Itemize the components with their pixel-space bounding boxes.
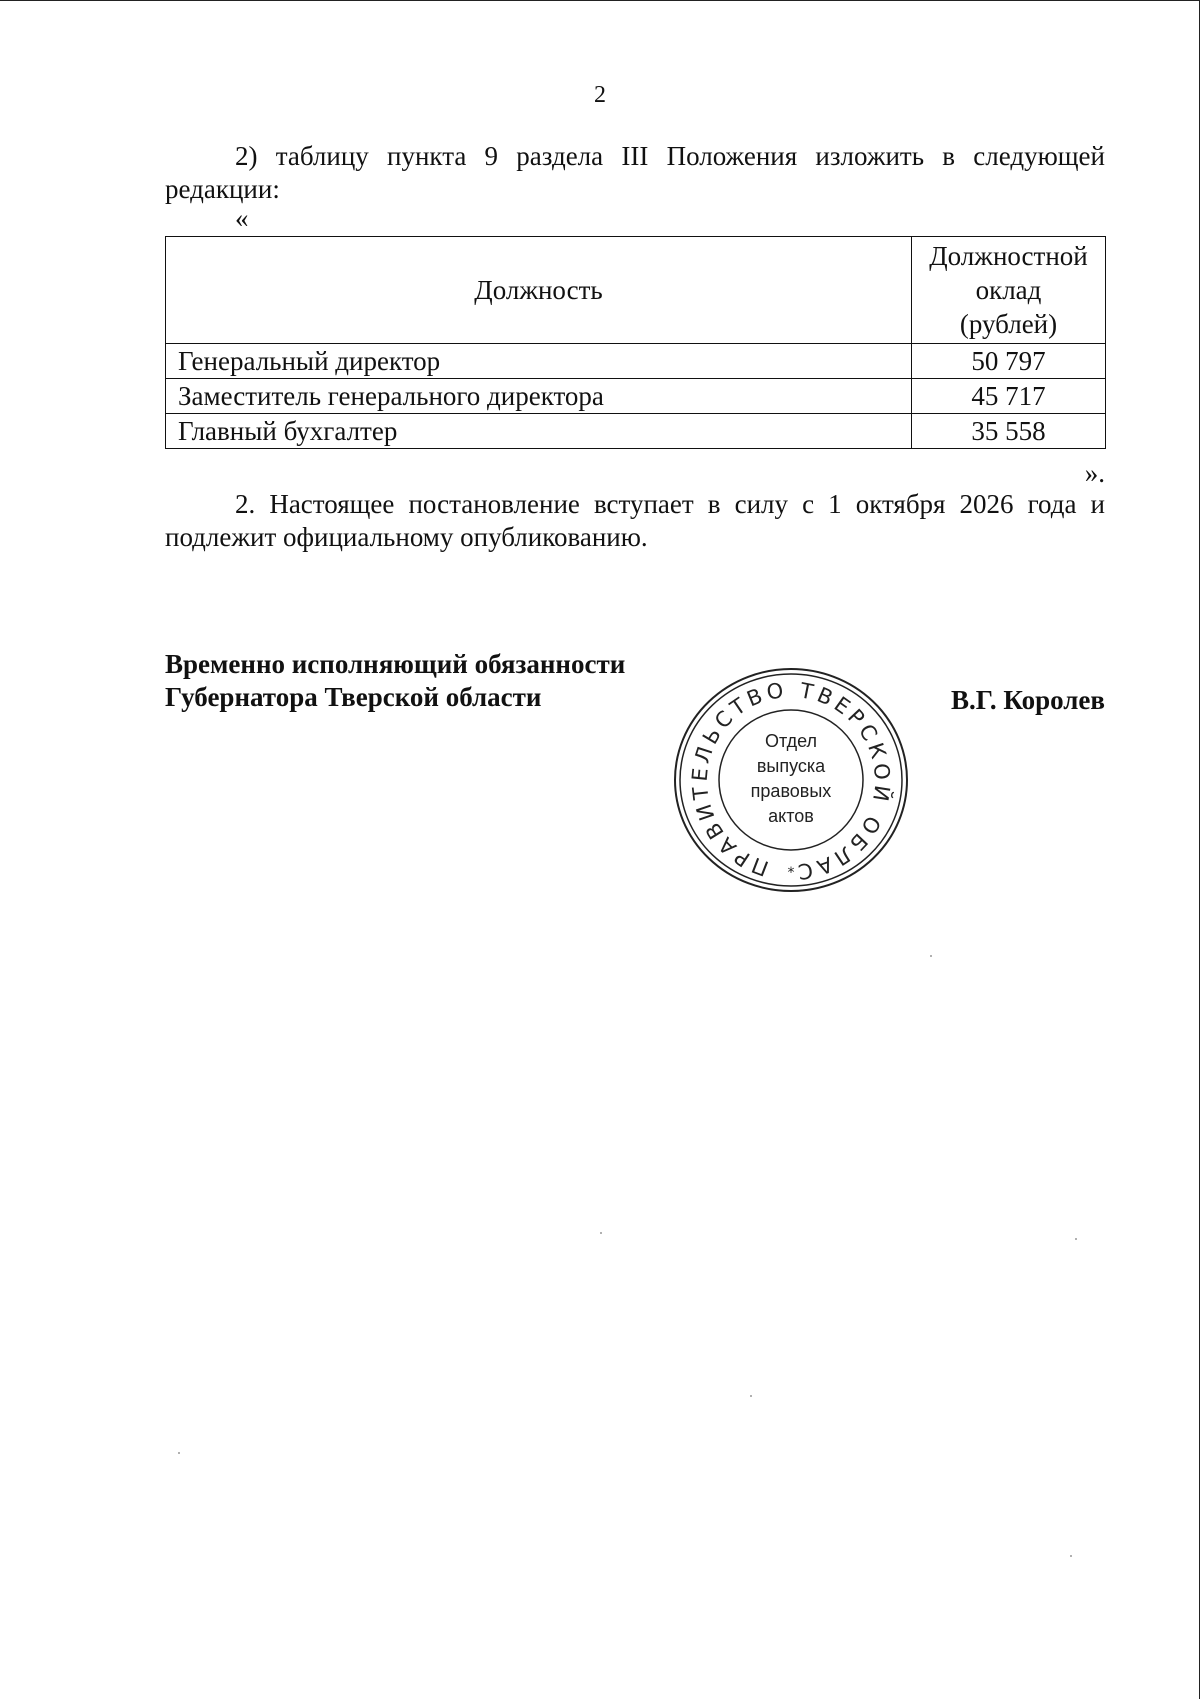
cell-salary: 50 797 [912, 344, 1106, 379]
stamp-ring-text: ПРАВИТЕЛЬСТВО ТВЕРСКОЙ ОБЛАС [687, 677, 895, 885]
cell-position: Главный бухгалтер [166, 414, 912, 449]
signer-title-line-1: Временно исполняющий обязанности [165, 649, 626, 679]
stamp-center-line-2: выпуска [756, 756, 826, 776]
stamp-seal-icon [672, 662, 910, 894]
table-row [166, 344, 1106, 379]
header-salary: Должностной оклад (рублей) [912, 237, 1106, 344]
salary-table [165, 236, 1106, 449]
paragraph-table-amendment: 2) таблицу пункта 9 раздела III Положения изложить в следующей редакции: [165, 141, 1105, 204]
scan-speck [930, 955, 932, 957]
scan-speck [1070, 1555, 1072, 1557]
paragraph-effective-date: 2. Настоящее постановление вступает в силу с 1 октября 2026 года и подлежит официальному опубликованию. [165, 489, 1105, 552]
signer-title-line-2: Губернатора Тверской области [165, 682, 542, 712]
signer-name: В.Г. Королев [951, 685, 1105, 715]
cell-salary: 45 717 [912, 379, 1106, 414]
scan-speck [178, 1452, 180, 1454]
cell-position: Генеральный директор [166, 344, 912, 379]
table-row [166, 379, 1106, 414]
scan-speck [750, 1395, 752, 1397]
stamp-center-line-3: правовых [750, 781, 832, 801]
stamp-center-line-4: актов [768, 806, 814, 826]
closing-quote: ». [1084, 458, 1105, 488]
opening-quote: « [235, 203, 249, 233]
scan-speck [600, 1232, 602, 1234]
cell-position: Заместитель генерального директора [166, 379, 912, 414]
scan-speck [1075, 1238, 1077, 1240]
table-row [166, 414, 1106, 449]
stamp-center-line-1: Отдел [764, 731, 818, 751]
official-stamp [672, 662, 910, 894]
header-position: Должность [166, 237, 912, 344]
signer-title [165, 648, 625, 714]
page-number: 2 [594, 82, 606, 108]
cell-salary: 35 558 [912, 414, 1106, 449]
stamp-star: * [787, 865, 795, 881]
table-header-row [166, 237, 1106, 344]
